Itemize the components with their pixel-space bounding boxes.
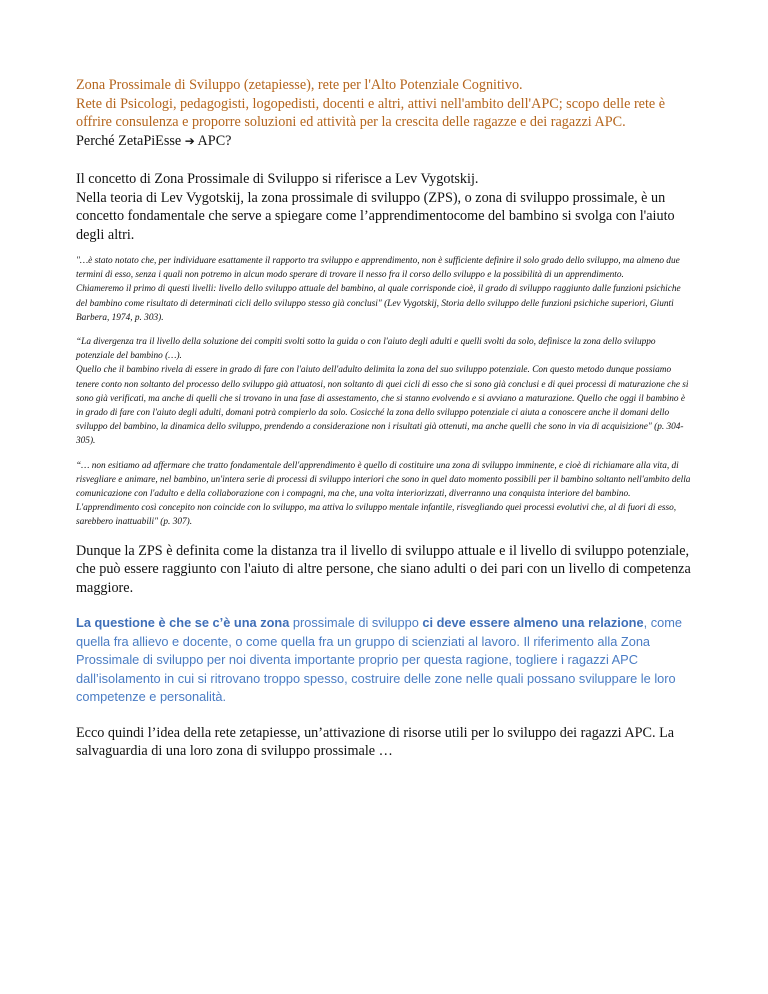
intro-question-prefix: Perché ZetaPiEsse bbox=[76, 132, 182, 149]
highlight-plain-2: , come quella fra allievo e docente, o come quella fra un gruppo di scienziati al lavoro. Il riferimento alla Zona Prossimale di sviluppo per noi diventa importante proprio per questa ragione, togliere i ragazzi APC dall’isolamento in cui si ritrovano troppo spesso, costruire delle zone nelle quali possano sviluppare le loro competenze e personalità. bbox=[76, 615, 682, 705]
zps-distance-paragraph: Dunque la ZPS è definita come la distanza tra il livello di sviluppo attuale e il livello di sviluppo potenziale, che può essere raggiunto con l'aiuto di altre persone, che siano adulti o dei pari con un livello di competenza maggiore. bbox=[76, 542, 691, 596]
vygotskij-intro: Il concetto di Zona Prossimale di Sviluppo si riferisce a Lev Vygotskij. bbox=[76, 171, 479, 187]
document-page bbox=[76, 76, 694, 761]
intro-description: Rete di Psicologi, pedagogisti, logopedisti, docenti e altri, attivi nell'ambito dell'APC; scopo delle rete è offrire consulenza e proporre soluzioni ed attività per la crescita delle ragazze e dei ragazzi APC. bbox=[76, 95, 666, 130]
zps-definition: Nella teoria di Lev Vygotskij, la zona prossimale di sviluppo (ZPS), o zona di sviluppo prossimale, è un concetto fondamentale che serve a spiegare come l’apprendimentocome del bambino si svolga con l'aiuto degli altri. bbox=[76, 189, 675, 243]
intro-title: Zona Prossimale di Sviluppo (zetapiesse), rete per l'Alto Potenziale Cognitivo. bbox=[76, 77, 523, 93]
quote-2b: Quello che il bambino rivela di essere in grado di fare con l'aiuto dell'adulto delimita la zona del suo sviluppo potenziale. Con questo metodo dunque possiamo tenere conto non soltanto del processo dello sviluppo già attuatosi, non soltanto di quei cicli di esso che si sono già conclusi e di quei processi di maturazione che si sono già verificati, ma anche di quelli che si trovano in una fase di assestamento, che si stanno evolvendo e si avviano a maturazione. Quello che oggi il bambino è in grado di fare con l'aiuto degli adulti, domani potrà compierlo da solo. Cosicché la zona dello sviluppo potenziale ci aiuta a conoscere anche il domani dello sviluppo del bambino, la dinamica dello sviluppo, prendendo a considerazione non i risultati già ottenuti, ma anche quelli che sono in via di acquisizione" (p. 304-305). bbox=[76, 365, 689, 447]
conclusion-paragraph: Ecco quindi l’idea della rete zetapiesse, un’attivazione di risorse utili per lo sviluppo dei ragazzi APC. La salvaguardia di una loro zona di sviluppo prossimale … bbox=[76, 724, 675, 760]
quote-3: “… non esitiamo ad affermare che tratto fondamentale dell'apprendimento è quello di costituire una zona di sviluppo imminente, e cioè di richiamare alla vita, di risvegliare e animare, nel bambino, un'intera serie di processi di sviluppo interiori che sono in quel dato momento possibili per il bambino soltanto nell'ambito della comunicazione con l'adulto e della collaborazione con i compagni, ma che, una volta interiorizzati, diverranno una conquista interiore del bambino. L'apprendimento così concepito non coincide con lo sviluppo, ma attiva lo sviluppo mentale infantile, risvegliando quei processi evolutivi che, al di fuori di esso, sarebbero inattuabili" (p. 307). bbox=[76, 460, 691, 528]
quote-1b: Chiameremo il primo di questi livelli: livello dello sviluppo attuale del bambino, al quale corrisponde cioè, il grado di sviluppo raggiunto dalle funzioni psichiche del bambino come risultato di determinati cicli dello sviluppo stesso già conclusi" (Lev Vygotskij, Storia dello sviluppo delle funzioni psichiche superiori, Giunti Barbera, 1974, p. 303). bbox=[76, 284, 681, 323]
quote-1a: "…è stato notato che, per individuare esattamente il rapporto tra sviluppo e apprendimento, non è sufficiente definire il solo grado dello sviluppo, ma almeno due termini di esso, senza i quali non potremo in alcun modo sperare di trovare il nesso fra il corso dello sviluppo e la possibilità di un apprendimento. bbox=[76, 256, 680, 281]
intro-question bbox=[76, 132, 694, 151]
highlight-plain-1: prossimale di sviluppo bbox=[289, 615, 423, 631]
intro-question-suffix: APC? bbox=[194, 132, 232, 149]
intro-block bbox=[76, 76, 694, 150]
relation-highlight-paragraph bbox=[76, 614, 694, 707]
arrow-right-icon: ➔ bbox=[184, 133, 195, 148]
quote-2a: “La divergenza tra il livello della soluzione dei compiti svolti sotto la guida o con l'aiuto degli adulti e quelli svolti da solo, definisce la zona dello sviluppo potenziale del bambino (…). bbox=[76, 337, 656, 362]
quote-block-2 bbox=[76, 335, 694, 449]
highlight-bold-2: ci deve essere almeno una relazione bbox=[422, 615, 644, 631]
quote-block-1 bbox=[76, 254, 694, 325]
highlight-bold-1: La questione è che se c’è una zona bbox=[76, 615, 290, 631]
